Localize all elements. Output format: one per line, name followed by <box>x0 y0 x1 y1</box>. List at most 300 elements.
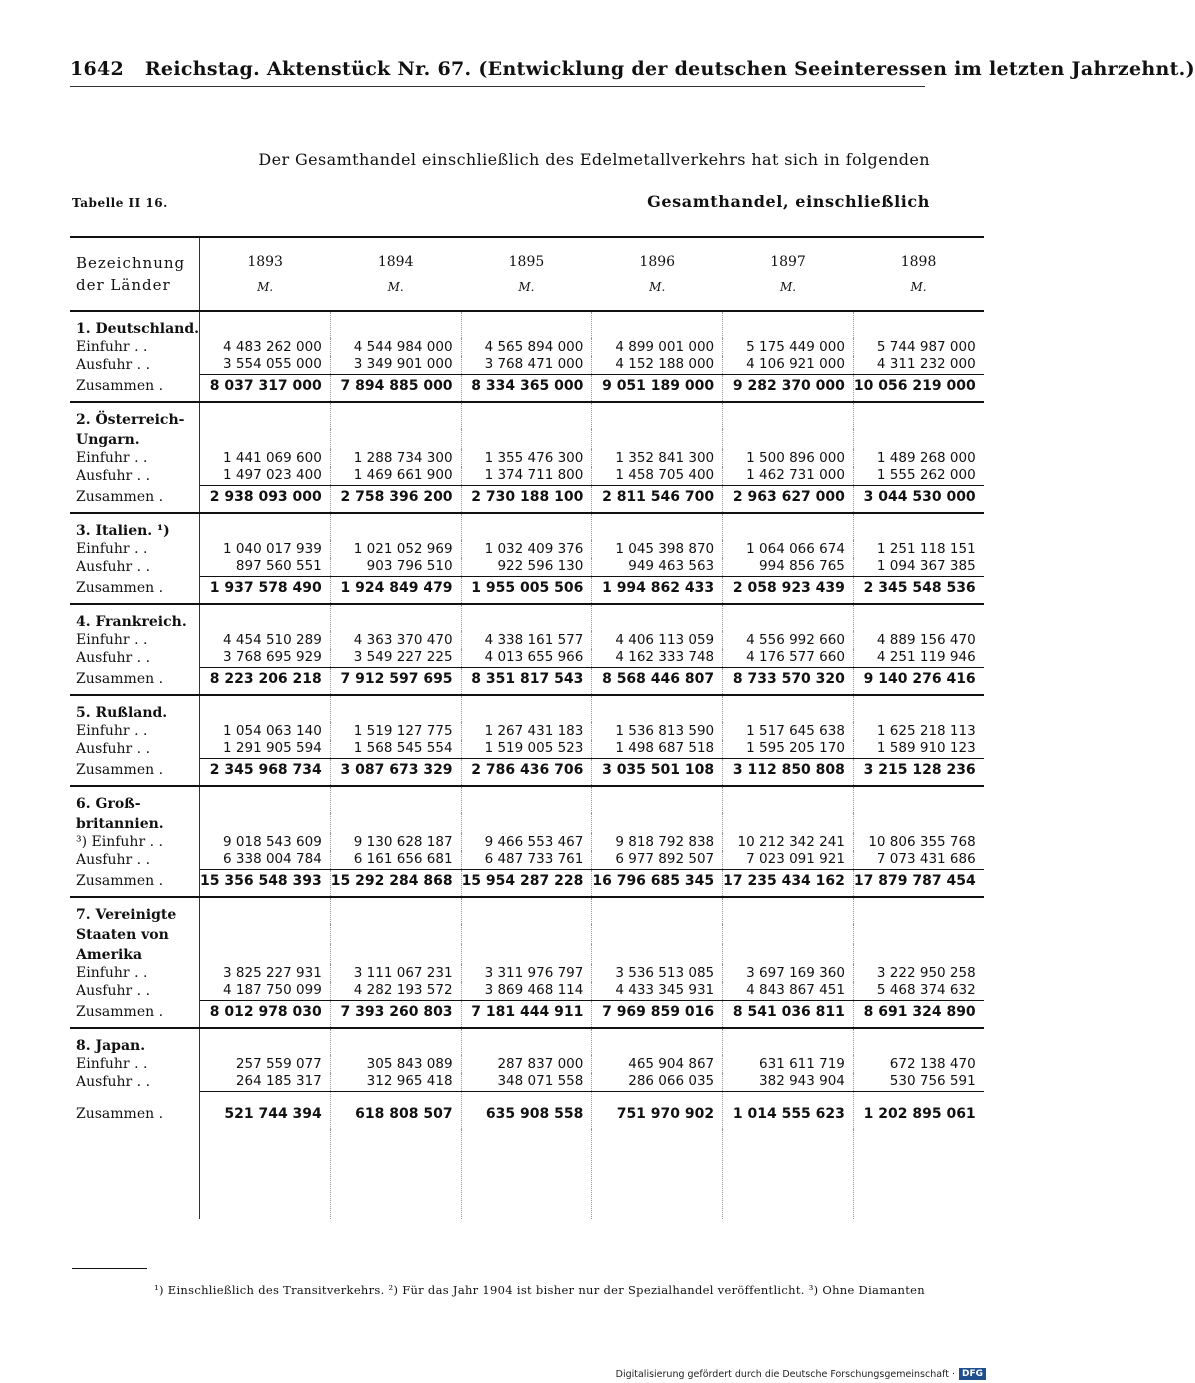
total-value: 2 786 436 706 <box>461 758 592 786</box>
export-value: 3 349 901 000 <box>330 356 461 374</box>
empty-cell <box>853 813 983 833</box>
empty-cell <box>723 944 854 964</box>
page-number: 1642 <box>70 58 125 80</box>
empty-cell <box>461 311 592 338</box>
ausfuhr-row <box>70 356 984 374</box>
total-value: 1 924 849 479 <box>330 576 461 604</box>
empty-cell <box>461 944 592 964</box>
zusammen-row <box>70 869 984 897</box>
empty-cell <box>592 513 723 540</box>
ausfuhr-row-label: Ausfuhr . . <box>70 1073 200 1091</box>
country-name: britannien. <box>70 813 200 833</box>
total-value: 1 994 862 433 <box>592 576 723 604</box>
import-value: 1 500 896 000 <box>723 449 854 467</box>
total-value: 751 970 902 <box>592 1091 723 1129</box>
empty-cell <box>461 897 592 924</box>
empty-cell <box>200 924 331 944</box>
import-value: 4 889 156 470 <box>876 631 976 648</box>
empty-cell <box>853 311 983 338</box>
empty-cell <box>853 695 983 722</box>
country-name: Ungarn. <box>70 429 200 449</box>
country-name-row <box>70 429 984 449</box>
total-value: 1 202 895 061 <box>863 1105 976 1122</box>
country-name: 3. Italien. ¹) <box>70 513 200 540</box>
export-value: 382 943 904 <box>723 1073 854 1091</box>
export-value: 4 433 345 931 <box>592 982 723 1000</box>
export-value: 6 338 004 784 <box>200 851 331 869</box>
total-value: 7 181 444 911 <box>461 1000 592 1028</box>
country-name-row <box>70 695 984 722</box>
export-value: 1 498 687 518 <box>592 740 723 758</box>
export-value: 3 768 695 929 <box>200 649 331 667</box>
empty-cell <box>723 513 854 540</box>
total-value: 2 811 546 700 <box>592 485 723 513</box>
einfuhr-row-label: Einfuhr . . <box>70 1055 200 1073</box>
import-value: 3 825 227 931 <box>200 964 331 982</box>
total-value: 15 356 548 393 <box>200 869 331 897</box>
import-value: 1 352 841 300 <box>592 449 723 467</box>
empty-cell <box>461 695 592 722</box>
total-value: 17 235 434 162 <box>723 869 854 897</box>
filler-row <box>70 1129 984 1219</box>
import-value: 1 288 734 300 <box>330 449 461 467</box>
import-value: 4 556 992 660 <box>723 631 854 649</box>
total-value: 635 908 558 <box>461 1091 592 1129</box>
empty-cell <box>70 1129 200 1219</box>
table-number: Tabelle II 16. <box>72 196 168 210</box>
empty-cell <box>461 429 592 449</box>
unit-label: M. <box>910 280 927 294</box>
total-value: 8 012 978 030 <box>200 1000 331 1028</box>
export-value: 1 094 367 385 <box>853 558 983 576</box>
year-label: 1894 <box>377 254 414 270</box>
year-label: 1893 <box>247 254 283 270</box>
total-value: 10 056 219 000 <box>853 374 983 402</box>
empty-cell <box>200 402 331 429</box>
empty-cell <box>200 513 331 540</box>
import-value: 672 138 470 <box>889 1055 976 1072</box>
zusammen-row <box>70 667 984 695</box>
table-header <box>70 237 984 311</box>
empty-cell <box>330 1129 461 1219</box>
digitization-text: Digitalisierung gefördert durch die Deutsche Forschungsgemeinschaft · <box>615 1368 955 1380</box>
total-value: 3 044 530 000 <box>853 485 983 513</box>
export-value: 1 374 711 800 <box>461 467 592 485</box>
total-value: 8 691 324 890 <box>853 1000 983 1028</box>
empty-cell <box>330 604 461 631</box>
ausfuhr-row <box>70 649 984 667</box>
import-value: 3 222 950 258 <box>876 964 976 981</box>
import-value: 5 744 987 000 <box>876 338 976 355</box>
import-value: 1 441 069 600 <box>200 449 331 467</box>
empty-cell <box>723 1028 854 1055</box>
export-value: 1 291 905 594 <box>200 740 331 758</box>
unit-label: M. <box>518 280 535 294</box>
zusammen-row <box>70 1091 984 1129</box>
empty-cell <box>330 429 461 449</box>
empty-cell <box>853 897 983 924</box>
einfuhr-row <box>70 1055 984 1073</box>
export-value: 3 549 227 225 <box>330 649 461 667</box>
year-label: 1895 <box>508 254 545 270</box>
export-value: 4 282 193 572 <box>330 982 461 1000</box>
einfuhr-row-label: Einfuhr . . <box>70 449 200 467</box>
export-value: 4 013 655 966 <box>461 649 592 667</box>
empty-cell <box>723 786 854 813</box>
empty-cell <box>723 924 854 944</box>
zusammen-row-label: Zusammen . <box>70 374 200 402</box>
empty-cell <box>592 813 723 833</box>
empty-cell <box>330 513 461 540</box>
footnotes: ¹) Einschließlich des Transitverkehrs. ²) Für das Jahr 1904 ist bisher nur der Spezialhandel veröffentlicht. ³) Ohne Diamanten <box>154 1283 925 1297</box>
total-value: 3 035 501 108 <box>592 758 723 786</box>
total-value: 8 541 036 811 <box>723 1000 854 1028</box>
ausfuhr-row-label: Ausfuhr . . <box>70 982 200 1000</box>
empty-cell <box>461 924 592 944</box>
total-value: 2 730 188 100 <box>461 485 592 513</box>
country-name-row <box>70 402 984 429</box>
export-value: 1 458 705 400 <box>592 467 723 485</box>
empty-cell <box>592 924 723 944</box>
total-value: 8 037 317 000 <box>200 374 331 402</box>
total-value: 1 937 578 490 <box>200 576 331 604</box>
country-name-row <box>70 944 984 964</box>
import-value: 4 406 113 059 <box>592 631 723 649</box>
zusammen-row <box>70 374 984 402</box>
empty-cell <box>592 604 723 631</box>
export-value: 286 066 035 <box>592 1073 723 1091</box>
export-value: 6 977 892 507 <box>592 851 723 869</box>
empty-cell <box>200 429 331 449</box>
import-value: 1 536 813 590 <box>592 722 723 740</box>
import-value: 9 466 553 467 <box>461 833 592 851</box>
export-value: 4 162 333 748 <box>592 649 723 667</box>
import-value: 4 483 262 000 <box>200 338 331 356</box>
country-name-row <box>70 513 984 540</box>
export-value: 1 589 910 123 <box>853 740 983 758</box>
export-value: 312 965 418 <box>330 1073 461 1091</box>
running-title: Reichstag. Aktenstück Nr. 67. (Entwicklung der deutschen Seeinteressen im letzten Jahrzehnt.) <box>144 58 1195 80</box>
zusammen-row <box>70 758 984 786</box>
country-column-header <box>70 237 200 311</box>
ausfuhr-row <box>70 982 984 1000</box>
empty-cell <box>853 786 983 813</box>
empty-cell <box>853 944 983 964</box>
import-value: 4 338 161 577 <box>461 631 592 649</box>
total-value: 8 351 817 543 <box>461 667 592 695</box>
export-value: 903 796 510 <box>330 558 461 576</box>
import-value: 1 251 118 151 <box>876 540 976 557</box>
export-value: 994 856 765 <box>723 558 854 576</box>
country-name-row <box>70 604 984 631</box>
import-value: 1 625 218 113 <box>876 722 976 739</box>
export-value: 3 554 055 000 <box>200 356 331 374</box>
import-value: 465 904 867 <box>592 1055 723 1073</box>
table-title: Gesamthandel, einschließlich <box>647 192 930 211</box>
empty-cell <box>200 1129 331 1219</box>
total-value: 9 140 276 416 <box>853 667 983 695</box>
year-header <box>461 237 592 311</box>
export-value: 949 463 563 <box>592 558 723 576</box>
country-name: 2. Österreich- <box>70 402 200 429</box>
col-header-line1: Bezeichnung <box>76 254 186 272</box>
empty-cell <box>330 897 461 924</box>
einfuhr-row-label: Einfuhr . . <box>70 964 200 982</box>
empty-cell <box>853 1129 983 1219</box>
ausfuhr-row <box>70 467 984 485</box>
total-value: 8 334 365 000 <box>461 374 592 402</box>
empty-cell <box>461 786 592 813</box>
empty-cell <box>592 311 723 338</box>
empty-cell <box>723 311 854 338</box>
empty-cell <box>592 786 723 813</box>
import-value: 287 837 000 <box>461 1055 592 1073</box>
empty-cell <box>853 402 983 429</box>
total-value: 2 058 923 439 <box>723 576 854 604</box>
total-value: 15 954 287 228 <box>461 869 592 897</box>
export-value: 1 469 661 900 <box>330 467 461 485</box>
zusammen-row <box>70 485 984 513</box>
ausfuhr-row-label: Ausfuhr . . <box>70 558 200 576</box>
export-value: 348 071 558 <box>461 1073 592 1091</box>
unit-label: M. <box>779 280 797 294</box>
export-value: 1 595 205 170 <box>723 740 854 758</box>
empty-cell <box>723 695 854 722</box>
country-name-row <box>70 311 984 338</box>
import-value: 9 130 628 187 <box>330 833 461 851</box>
import-value: 4 544 984 000 <box>330 338 461 356</box>
country-name: 5. Rußland. <box>70 695 200 722</box>
einfuhr-row-label: Einfuhr . . <box>70 722 200 740</box>
einfuhr-row <box>70 338 984 356</box>
ausfuhr-row-label: Ausfuhr . . <box>70 356 200 374</box>
total-value: 2 938 093 000 <box>200 485 331 513</box>
empty-cell <box>592 944 723 964</box>
zusammen-row <box>70 576 984 604</box>
ausfuhr-row-label: Ausfuhr . . <box>70 851 200 869</box>
import-value: 10 212 342 241 <box>723 833 854 851</box>
zusammen-row <box>70 1000 984 1028</box>
total-value: 3 215 128 236 <box>853 758 983 786</box>
export-value: 4 311 232 000 <box>853 356 983 374</box>
import-value: 1 489 268 000 <box>876 449 976 466</box>
unit-label: M. <box>387 280 404 294</box>
country-name: 6. Groß- <box>70 786 200 813</box>
empty-cell <box>461 813 592 833</box>
export-value: 897 560 551 <box>200 558 331 576</box>
empty-cell <box>853 429 983 449</box>
table-body <box>70 311 984 1219</box>
export-value: 7 073 431 686 <box>853 851 983 869</box>
trade-table <box>70 236 984 1219</box>
empty-cell <box>330 695 461 722</box>
export-value: 4 152 188 000 <box>592 356 723 374</box>
empty-cell <box>723 1129 854 1219</box>
country-name-row <box>70 813 984 833</box>
empty-cell <box>592 897 723 924</box>
einfuhr-row <box>70 449 984 467</box>
import-value: 4 899 001 000 <box>592 338 723 356</box>
ausfuhr-row <box>70 851 984 869</box>
import-value: 4 565 894 000 <box>461 338 592 356</box>
einfuhr-row-label: ³) Einfuhr . . <box>70 833 200 851</box>
country-name-row <box>70 897 984 924</box>
empty-cell <box>200 604 331 631</box>
zusammen-row-label: Zusammen . <box>70 1091 200 1129</box>
import-value: 1 064 066 674 <box>723 540 854 558</box>
empty-cell <box>200 897 331 924</box>
import-value: 3 311 976 797 <box>461 964 592 982</box>
empty-cell <box>200 944 331 964</box>
export-value: 4 843 867 451 <box>723 982 854 1000</box>
ausfuhr-row-label: Ausfuhr . . <box>70 740 200 758</box>
total-value: 7 393 260 803 <box>330 1000 461 1028</box>
ausfuhr-row-label: Ausfuhr . . <box>70 649 200 667</box>
import-value: 4 454 510 289 <box>200 631 331 649</box>
import-value: 1 267 431 183 <box>461 722 592 740</box>
empty-cell <box>330 924 461 944</box>
einfuhr-row <box>70 722 984 740</box>
dfg-logo: DFG <box>959 1368 986 1380</box>
country-name: Staaten von <box>70 924 200 944</box>
import-value: 3 697 169 360 <box>723 964 854 982</box>
empty-cell <box>592 695 723 722</box>
header-rule <box>70 86 925 87</box>
total-value: 9 282 370 000 <box>723 374 854 402</box>
empty-cell <box>723 604 854 631</box>
export-value: 4 251 119 946 <box>853 649 983 667</box>
empty-cell <box>200 813 331 833</box>
empty-cell <box>592 1028 723 1055</box>
import-value: 1 021 052 969 <box>330 540 461 558</box>
footnote-rule <box>72 1268 147 1269</box>
zusammen-row-label: Zusammen . <box>70 1000 200 1028</box>
zusammen-row-label: Zusammen . <box>70 869 200 897</box>
import-value: 257 559 077 <box>200 1055 331 1073</box>
country-name: Amerika <box>70 944 200 964</box>
ausfuhr-row <box>70 1073 984 1091</box>
empty-cell <box>723 429 854 449</box>
empty-cell <box>853 1028 983 1055</box>
export-value: 4 187 750 099 <box>200 982 331 1000</box>
year-label: 1896 <box>639 254 676 270</box>
year-header <box>723 237 854 311</box>
year-header <box>853 237 983 311</box>
empty-cell <box>853 924 983 944</box>
import-value: 4 363 370 470 <box>330 631 461 649</box>
zusammen-row-label: Zusammen . <box>70 667 200 695</box>
export-value: 1 462 731 000 <box>723 467 854 485</box>
einfuhr-row <box>70 540 984 558</box>
export-value: 530 756 591 <box>853 1073 983 1091</box>
export-value: 264 185 317 <box>200 1073 331 1091</box>
zusammen-row-label: Zusammen . <box>70 576 200 604</box>
total-value: 16 796 685 345 <box>592 869 723 897</box>
einfuhr-row-label: Einfuhr . . <box>70 338 200 356</box>
empty-cell <box>723 897 854 924</box>
einfuhr-row <box>70 964 984 982</box>
empty-cell <box>200 1028 331 1055</box>
export-value: 1 568 545 554 <box>330 740 461 758</box>
total-value: 2 345 968 734 <box>200 758 331 786</box>
total-value: 618 808 507 <box>330 1091 461 1129</box>
import-value: 9 018 543 609 <box>200 833 331 851</box>
empty-cell <box>200 311 331 338</box>
empty-cell <box>461 402 592 429</box>
total-value: 3 087 673 329 <box>330 758 461 786</box>
zusammen-row-label: Zusammen . <box>70 485 200 513</box>
unit-label: M. <box>649 280 666 294</box>
import-value: 10 806 355 768 <box>868 833 976 850</box>
running-header <box>70 58 1195 80</box>
export-value: 7 023 091 921 <box>723 851 854 869</box>
empty-cell <box>853 604 983 631</box>
empty-cell <box>330 786 461 813</box>
empty-cell <box>853 513 983 540</box>
zusammen-row-label: Zusammen . <box>70 758 200 786</box>
country-name: 4. Frankreich. <box>70 604 200 631</box>
country-name: 7. Vereinigte <box>70 897 200 924</box>
import-value: 1 517 645 638 <box>723 722 854 740</box>
export-value: 1 519 005 523 <box>461 740 592 758</box>
year-header <box>200 237 331 311</box>
empty-cell <box>723 813 854 833</box>
digitization-note <box>616 1368 986 1380</box>
export-value: 1 555 262 000 <box>853 467 983 485</box>
import-value: 305 843 089 <box>330 1055 461 1073</box>
country-name-row <box>70 924 984 944</box>
import-value: 1 032 409 376 <box>461 540 592 558</box>
import-value: 631 611 719 <box>723 1055 854 1073</box>
empty-cell <box>461 1129 592 1219</box>
empty-cell <box>592 1129 723 1219</box>
empty-cell <box>461 604 592 631</box>
total-value: 8 568 446 807 <box>592 667 723 695</box>
einfuhr-row <box>70 631 984 649</box>
total-value: 7 912 597 695 <box>330 667 461 695</box>
year-header <box>330 237 461 311</box>
export-value: 4 176 577 660 <box>723 649 854 667</box>
ausfuhr-row <box>70 558 984 576</box>
empty-cell <box>330 944 461 964</box>
total-value: 3 112 850 808 <box>723 758 854 786</box>
empty-cell <box>200 786 331 813</box>
empty-cell <box>330 311 461 338</box>
country-name-row <box>70 786 984 813</box>
empty-cell <box>723 402 854 429</box>
year-header <box>592 237 723 311</box>
total-value: 9 051 189 000 <box>592 374 723 402</box>
import-value: 1 054 063 140 <box>200 722 331 740</box>
total-value: 521 744 394 <box>200 1091 331 1129</box>
empty-cell <box>592 402 723 429</box>
export-value: 3 768 471 000 <box>461 356 592 374</box>
total-value: 2 963 627 000 <box>723 485 854 513</box>
einfuhr-row-label: Einfuhr . . <box>70 631 200 649</box>
export-value: 4 106 921 000 <box>723 356 854 374</box>
empty-cell <box>592 429 723 449</box>
total-value: 2 758 396 200 <box>330 485 461 513</box>
empty-cell <box>461 1028 592 1055</box>
country-name: 1. Deutschland. <box>70 311 200 338</box>
import-value: 1 355 476 300 <box>461 449 592 467</box>
total-value: 7 894 885 000 <box>330 374 461 402</box>
empty-cell <box>461 513 592 540</box>
country-name-row <box>70 1028 984 1055</box>
year-label: 1897 <box>770 254 806 270</box>
einfuhr-row <box>70 833 984 851</box>
total-value: 1 955 005 506 <box>461 576 592 604</box>
